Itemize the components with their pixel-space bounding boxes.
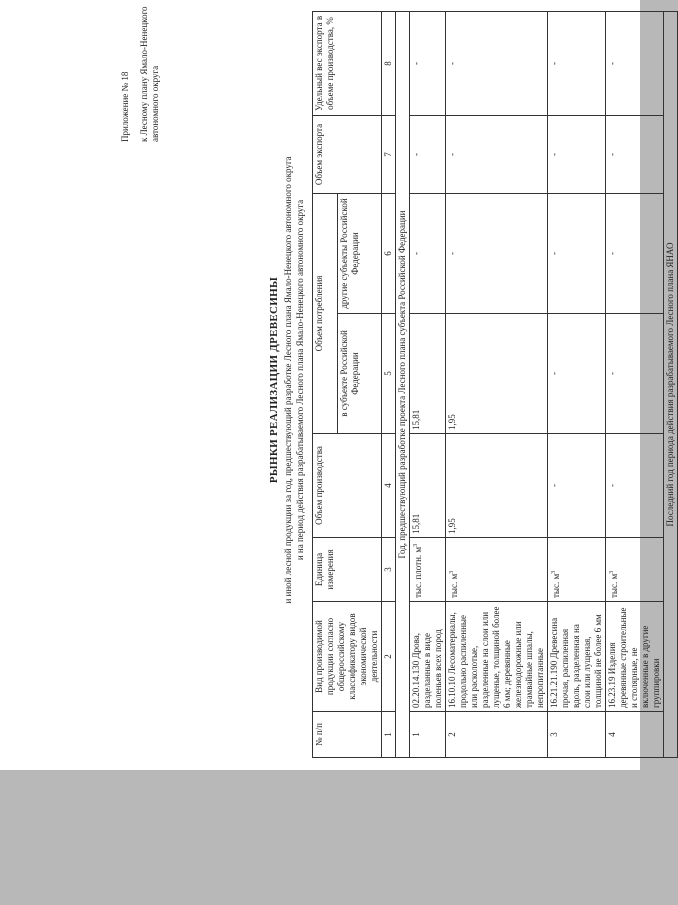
row-other: -	[548, 193, 606, 313]
row-unit: тыс. $м^3$	[606, 538, 664, 602]
col-number: 1	[382, 712, 396, 758]
page-subtitle-line1: и иной лесной продукции за год, предшествующий разработке Лесного плана Ямало-Ненецкого автономного округа	[283, 156, 293, 604]
col-number: 8	[382, 11, 396, 115]
header-export-share: Удельный вес экспорта в объеме производства, %	[313, 11, 382, 115]
row-num: 1	[410, 712, 446, 758]
col-number: 5	[382, 314, 396, 434]
table-row	[606, 11, 664, 757]
header-product: Вид производимой продукции согласно общероссийскому классификатору видов экономической деятельности	[313, 602, 382, 712]
header-consumption: Объем потребления	[313, 193, 338, 433]
header-export: Объем экспорта	[313, 115, 382, 193]
appendix-to-line1: к Лесному плану Ямало-Ненецкого	[139, 6, 149, 142]
row-share: -	[548, 11, 606, 115]
row-product: 16.10.10 Лесоматериалы, продольно распиленные или расколотые, разделенные на слои или лущеные, толщиной более 6 мм; деревянные железнодорожные или трамвайные шпалы, непропитанные	[446, 602, 548, 712]
row-unit: тыс. $м^3$	[548, 538, 606, 602]
scan-background	[0, 770, 640, 905]
row-unit: тыс. $м^3$	[446, 538, 548, 602]
section-prev-year: Год, предшествующий разработке проекта Лесного плана субъекта Российской Федерации	[396, 11, 410, 757]
col-number: 4	[382, 434, 396, 538]
row-production: -	[606, 434, 664, 538]
row-product: 16.23.19 Изделия деревянные строительные и столярные, не включенные в другие группировки	[606, 602, 664, 712]
row-product: 02.20.14.130 Дрова, разделанные в виде поленьев всех пород	[410, 602, 446, 712]
table-row	[410, 11, 446, 757]
row-product: 16.21.21.190 Древесина прочая, распиленная вдоль, разделенная на слои или лущеная, толщиной не более 6 мм	[548, 602, 606, 712]
appendix-number: Приложение № 18	[120, 71, 130, 142]
row-production: 1,95	[446, 434, 548, 538]
header-unit: Единица измерения	[313, 538, 382, 602]
table-row	[548, 11, 606, 757]
header-production: Объем производства	[313, 434, 382, 538]
table-row	[446, 11, 548, 757]
row-other: -	[606, 193, 664, 313]
row-production: 15,81	[410, 434, 446, 538]
row-share: -	[410, 11, 446, 115]
col-number: 2	[382, 602, 396, 712]
row-export: -	[446, 115, 548, 193]
row-export: -	[410, 115, 446, 193]
row-unit: тыс. плотн. $м^3$	[410, 538, 446, 602]
appendix-to-line2: автономного округа	[150, 65, 160, 142]
header-in-subject: в субъекте Российской Федерации	[337, 314, 381, 434]
page-subtitle-line2: и на период действия разрабатываемого Лесного плана Ямало-Ненецкого автономного округа	[295, 199, 305, 561]
col-number: 6	[382, 193, 396, 313]
row-num: 2	[446, 712, 548, 758]
row-in-subject: 15,81	[410, 314, 446, 434]
appendix-note	[120, 2, 161, 142]
row-other: -	[446, 193, 548, 313]
row-other: -	[410, 193, 446, 313]
header-other-subjects: другие субъекты Российской Федерации	[337, 193, 381, 313]
row-export: -	[606, 115, 664, 193]
row-production: -	[548, 434, 606, 538]
page-title: РЫНКИ РЕАЛИЗАЦИИ ДРЕВЕСИНЫ	[268, 276, 280, 484]
row-num: 3	[548, 712, 606, 758]
row-num: 4	[606, 712, 664, 758]
row-in-subject: -	[548, 314, 606, 434]
row-in-subject: 1,95	[446, 314, 548, 434]
header-num: № п/п	[313, 712, 382, 758]
row-in-subject: -	[606, 314, 664, 434]
section-last-year: Последний год периода действия разрабатываемого Лесного плана ЯНАО	[664, 11, 678, 757]
col-number: 7	[382, 115, 396, 193]
col-number: 3	[382, 538, 396, 602]
row-share: -	[446, 11, 548, 115]
row-export: -	[548, 115, 606, 193]
row-share: -	[606, 11, 664, 115]
markets-table	[312, 11, 678, 758]
